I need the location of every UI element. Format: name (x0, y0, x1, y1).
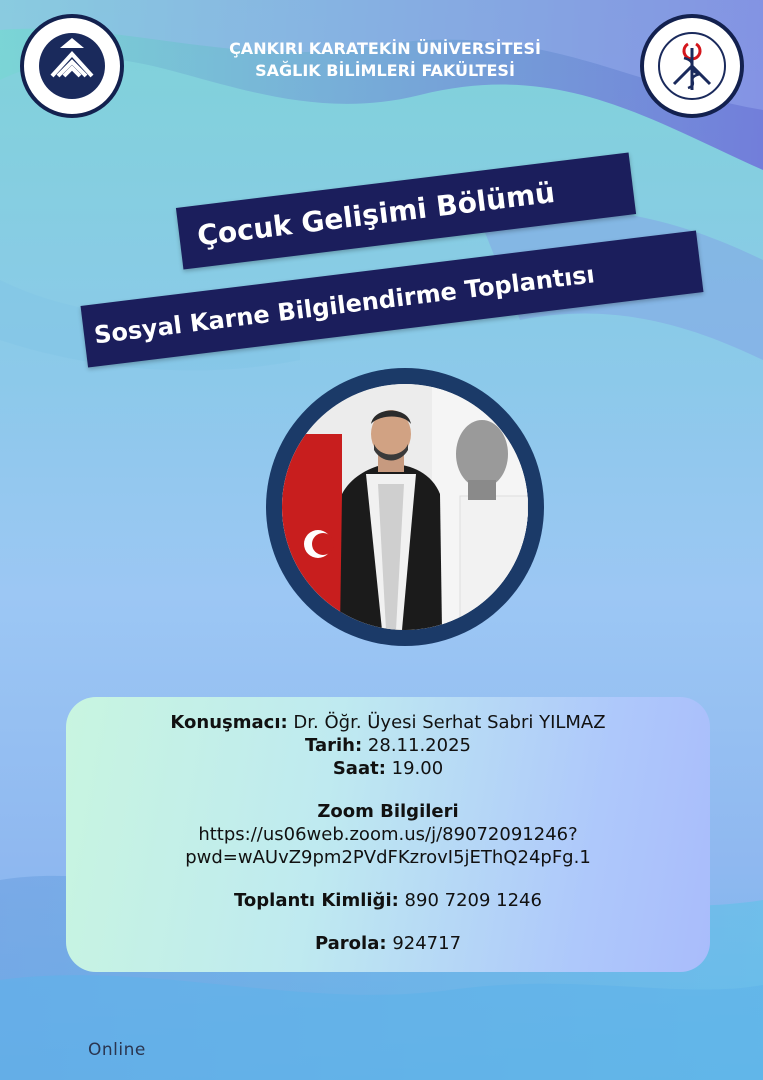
department-banner: Çocuk Gelişimi Bölümü (176, 152, 636, 269)
zoom-url-line-1[interactable]: https://us06web.zoom.us/j/89072091246? (198, 824, 578, 845)
date-label: Tarih: (305, 735, 363, 756)
speaker-value: Dr. Öğr. Üyesi Serhat Sabri YILMAZ (293, 712, 606, 733)
university-logo-icon (24, 18, 120, 114)
meeting-id-label: Toplantı Kimliği: (234, 890, 399, 911)
faculty-logo (640, 14, 744, 118)
password-label: Parola: (314, 933, 387, 954)
info-card (66, 697, 710, 972)
date-line (66, 734, 710, 757)
university-logo (20, 14, 124, 118)
event-title-banner: Sosyal Karne Bilgilendirme Toplantısı (81, 230, 704, 367)
time-value: 19.00 (391, 758, 444, 779)
header (160, 38, 610, 82)
time-label: Saat: (332, 758, 386, 779)
university-name: ÇANKIRI KARATEKİN ÜNİVERSİTESİ (229, 39, 541, 58)
meeting-id-value: 890 7209 1246 (404, 890, 542, 911)
meeting-id-line (66, 889, 710, 912)
date-value: 28.11.2025 (367, 735, 471, 756)
zoom-heading: Zoom Bilgileri (317, 801, 459, 822)
speaker-photo (282, 384, 528, 630)
speaker-line (66, 711, 710, 734)
faculty-logo-icon (644, 18, 740, 114)
time-line (66, 757, 710, 780)
speaker-label: Konuşmacı: (170, 712, 288, 733)
password-line (66, 932, 710, 955)
faculty-name: SAĞLIK BİLİMLERİ FAKÜLTESİ (255, 61, 515, 80)
zoom-url-line-2[interactable]: pwd=wAUvZ9pm2PVdFKzrovI5jEThQ24pFg.1 (185, 847, 591, 868)
online-label: Online (88, 1040, 146, 1060)
password-value: 924717 (392, 933, 462, 954)
